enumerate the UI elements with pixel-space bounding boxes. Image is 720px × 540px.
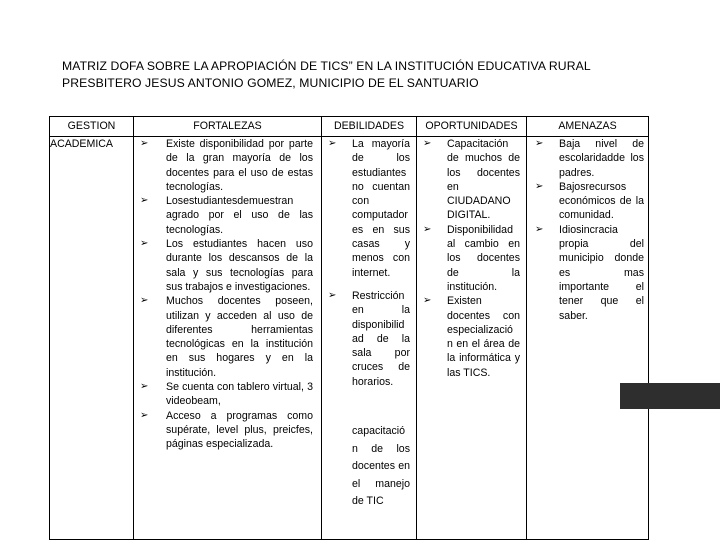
fortaleza-text: Acceso a programas como supérate, level plus, preicfes, páginas especializada. (166, 409, 313, 451)
amenaza-item (527, 180, 648, 223)
debilidad-extra-text: capacitació n de los docentes en el manejo de TIC (352, 425, 410, 508)
header-debilidades: DEBILIDADES (322, 117, 417, 137)
fortalezas-list (134, 137, 321, 452)
title-line-1: MATRIZ DOFA SOBRE LA APROPIACIÓN DE TICS” EN LA INSTITUCIÓN EDUCATIVA RURAL (62, 59, 591, 73)
fortaleza-item (134, 137, 321, 194)
arrowhead-bullet-icon: ➢ (423, 138, 432, 149)
fortaleza-item (134, 409, 321, 452)
amenaza-item (527, 223, 648, 323)
fortaleza-item (134, 294, 321, 380)
oportunidad-text: Existen docentes con especializació n en el área de la informática y las TICS. (447, 295, 520, 379)
arrowhead-bullet-icon: ➢ (535, 223, 544, 235)
debilidad-item (322, 137, 416, 280)
fortaleza-text: Losestudiantesdemuestran agrado por el uso de las tecnologías. (166, 195, 313, 236)
fortaleza-item (134, 237, 321, 294)
debilidad-text: La mayoría de los estudiantes no cuentan con computador es en sus casas y menos con internet. (352, 138, 410, 279)
fortaleza-text: Existe disponibilidad por parte de la gran mayoría de los docentes para el uso de estas tecnologías. (166, 138, 313, 193)
arrowhead-bullet-icon: ➢ (140, 238, 149, 250)
debilidad-item (322, 289, 416, 389)
title-line-2: PRESBITERO JESUS ANTONIO GOMEZ, MUNICIPIO DE EL SANTUARIO (62, 76, 479, 90)
amenaza-text: Bajosrecursos económicos de la comunidad. (559, 180, 644, 222)
fortaleza-text: Muchos docentes poseen, utilizan y acceden al uso de diferentes herramientas tecnológicas en la institución en sus hogares y en la institución. (166, 295, 313, 379)
header-gestion: GESTION (50, 117, 134, 137)
dark-overlay-strip (620, 383, 720, 409)
header-fortalezas: FORTALEZAS (134, 117, 322, 137)
fortaleza-text: Los estudiantes hacen uso durante los descansos de la sala y sus tecnologías para sus trabajos e investigaciones. (166, 238, 313, 293)
oportunidad-item (417, 294, 526, 380)
oportunidades-list (417, 137, 526, 380)
arrowhead-bullet-icon: ➢ (535, 138, 544, 149)
fortaleza-item (134, 194, 321, 237)
amenaza-text: Idiosincracia propia del municipio donde es mas importante el tener que el saber. (559, 223, 644, 322)
header-amenazas: AMENAZAS (527, 117, 649, 137)
debilidad-text: Restricción en la disponibilid ad de la sala por cruces de horarios. (352, 289, 410, 388)
fortalezas-cell (134, 137, 322, 540)
amenaza-text: Baja nivel de escolaridadde los padres. (559, 138, 644, 179)
table-header-row (50, 117, 649, 137)
fortaleza-text: Se cuenta con tablero virtual, 3 videobeam, (166, 381, 313, 408)
amenazas-list (527, 137, 648, 323)
arrowhead-bullet-icon: ➢ (140, 195, 149, 207)
amenaza-item (527, 137, 648, 180)
arrowhead-bullet-icon: ➢ (423, 295, 432, 307)
arrowhead-bullet-icon: ➢ (328, 138, 337, 149)
oportunidad-item (417, 223, 526, 294)
oportunidad-text: Disponibilidad al cambio en los docentes de la institución. (447, 223, 520, 293)
debilidades-list (322, 137, 416, 511)
arrowhead-bullet-icon: ➢ (140, 295, 149, 307)
arrowhead-bullet-icon: ➢ (423, 223, 432, 235)
amenazas-cell (527, 137, 649, 540)
dofa-matrix-table (49, 116, 649, 540)
table-row-academica (50, 137, 649, 540)
oportunidades-cell (417, 137, 527, 540)
oportunidad-text: Capacitación de muchos de los docentes en CIUDADANO DIGITAL. (447, 138, 520, 222)
arrowhead-bullet-icon: ➢ (140, 381, 149, 393)
debilidades-cell (322, 137, 417, 540)
gestion-cell: ACADEMICA (50, 137, 134, 540)
arrowhead-bullet-icon: ➢ (328, 289, 337, 301)
document-title (62, 58, 702, 92)
debilidad-continuation (322, 423, 416, 511)
header-oportunidades: OPORTUNIDADES (417, 117, 527, 137)
oportunidad-item (417, 137, 526, 223)
arrowhead-bullet-icon: ➢ (140, 409, 149, 421)
fortaleza-item (134, 380, 321, 409)
arrowhead-bullet-icon: ➢ (535, 180, 544, 192)
arrowhead-bullet-icon: ➢ (140, 138, 149, 149)
